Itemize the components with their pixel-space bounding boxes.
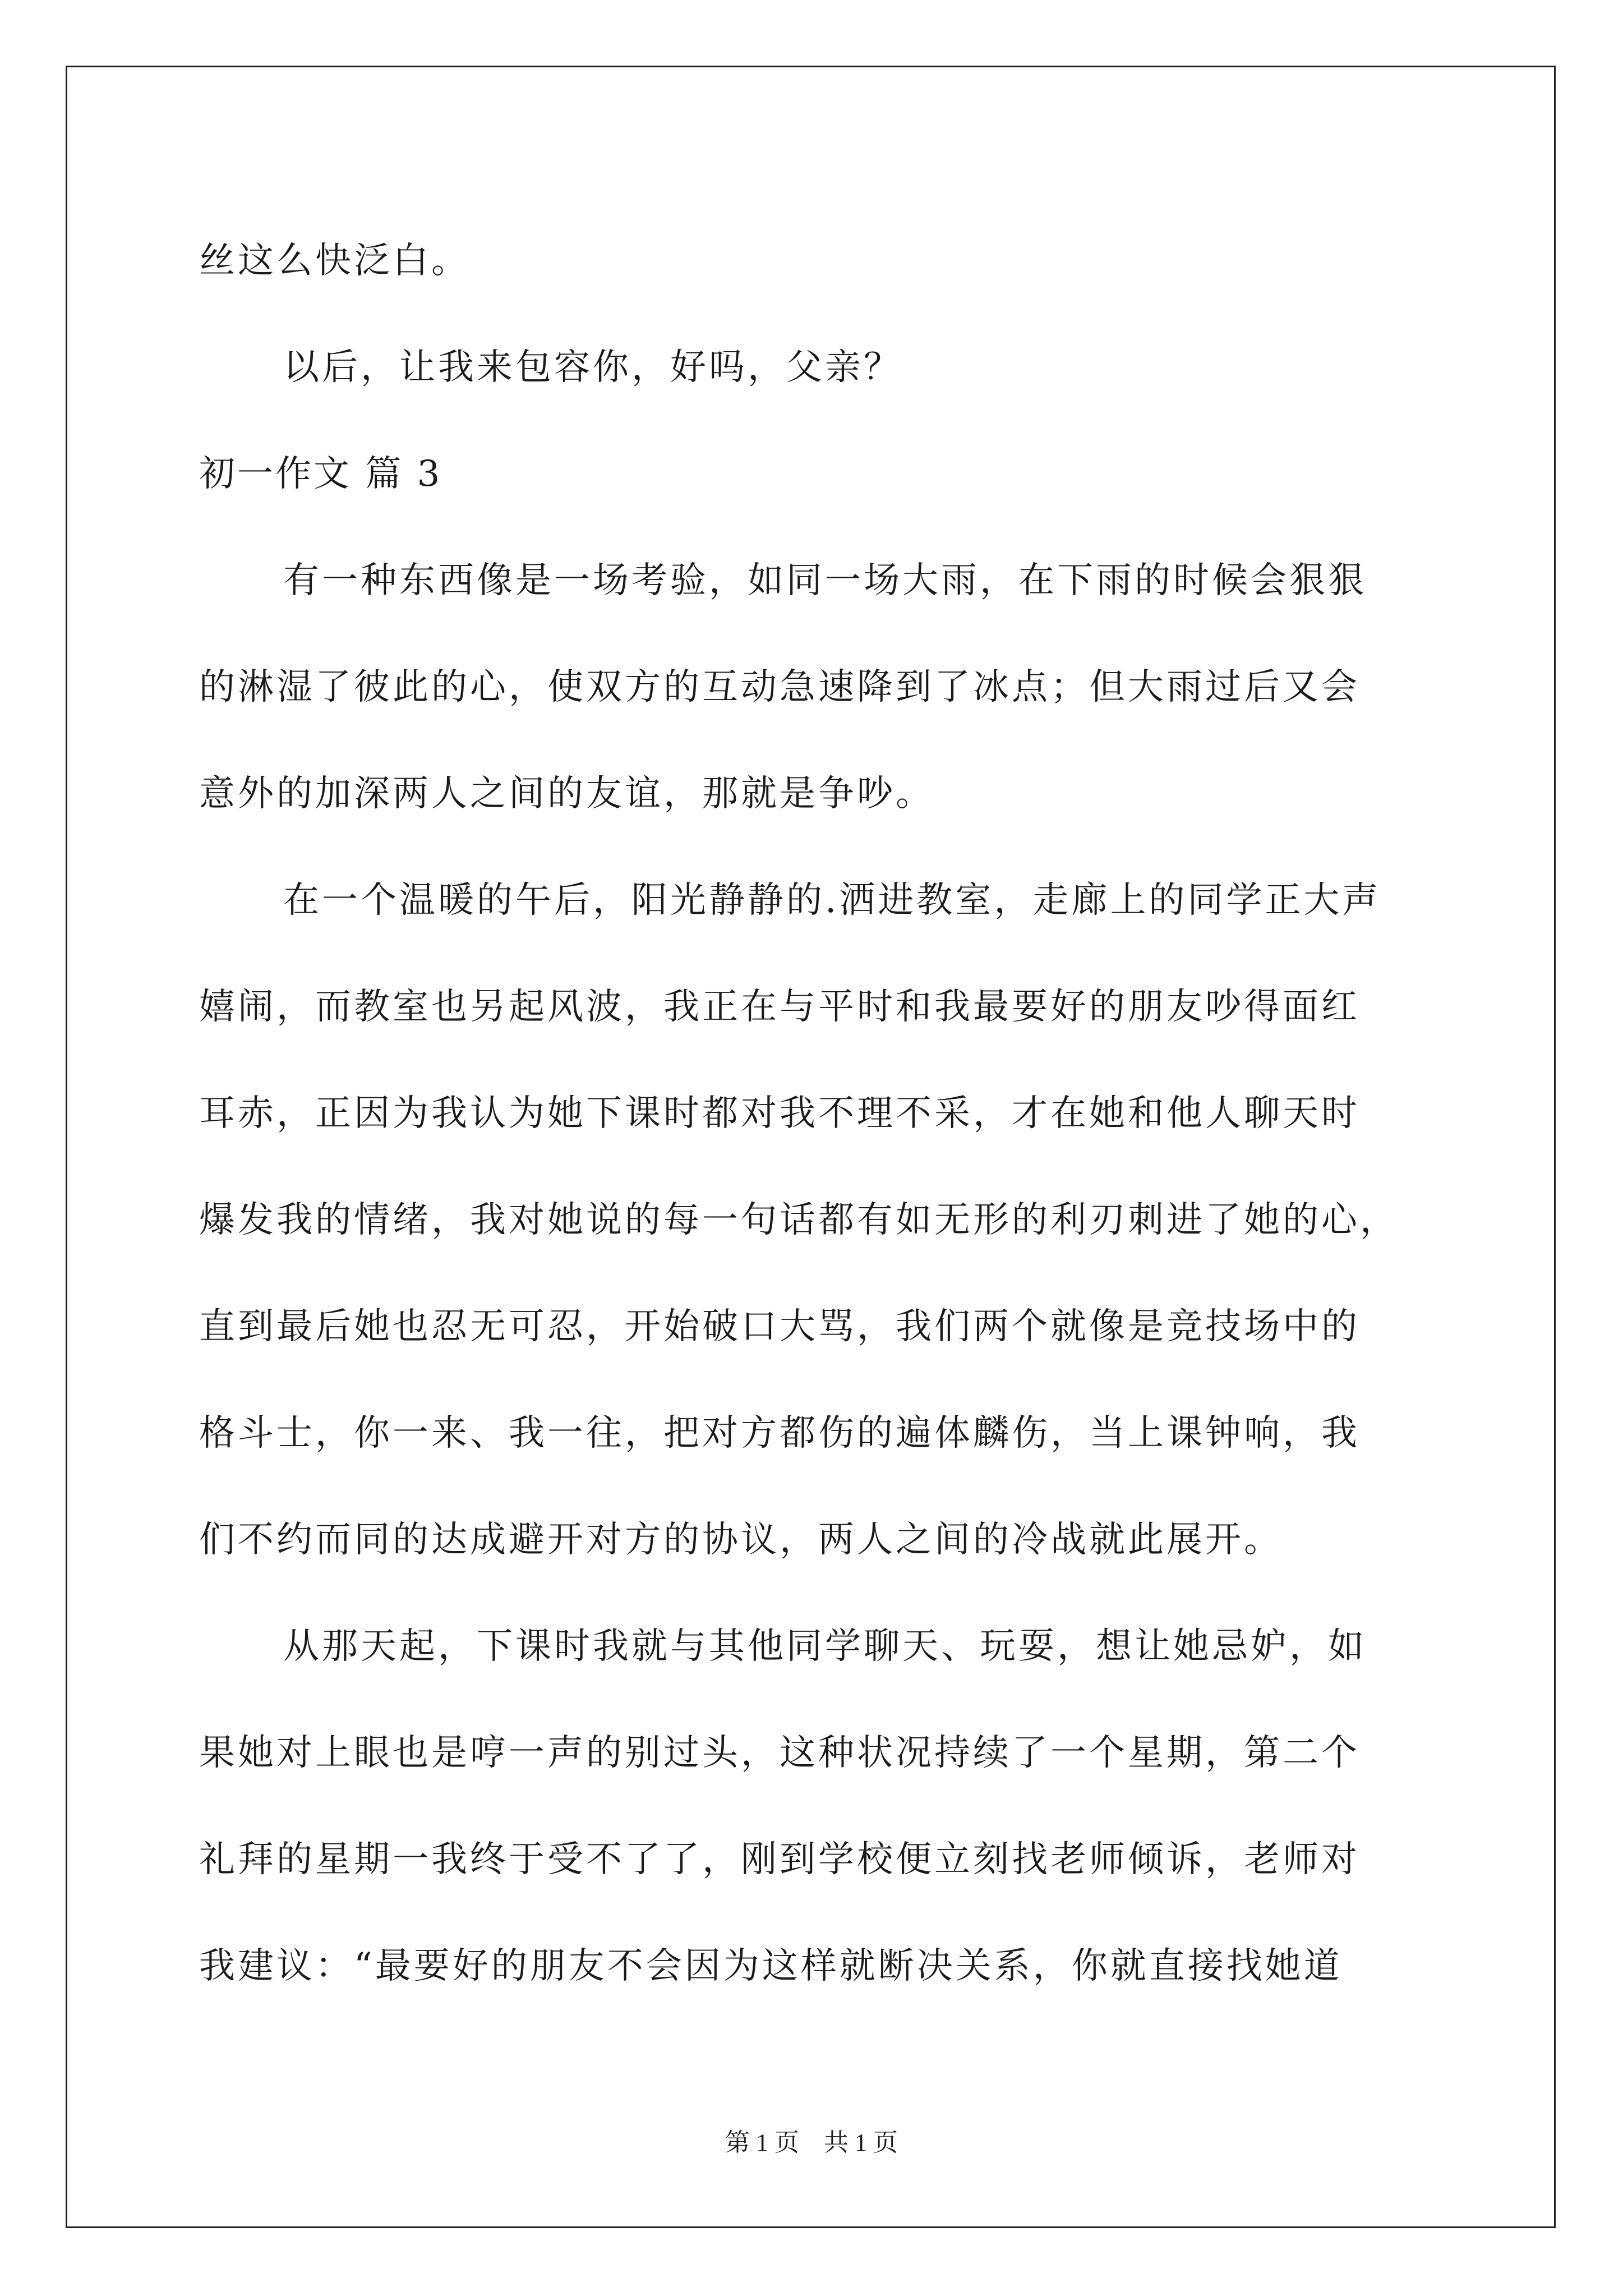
text-line: 直到最后她也忍无可忍，开始破口大骂，我们两个就像是竞技场中的 bbox=[199, 1306, 1360, 1347]
text-line: 在一个温暖的午后，阳光静静的.洒进教室，走廊上的同学正大声 bbox=[283, 880, 1381, 921]
text-line: 格斗士，你一来、我一往，把对方都伤的遍体麟伤，当上课钟响，我 bbox=[199, 1412, 1360, 1454]
text-line: 意外的加深两人之间的友谊，那就是争吵。 bbox=[199, 773, 934, 815]
text-line: 以后，让我来包容你，好吗，父亲？ bbox=[283, 347, 902, 388]
text-line: 嬉闹，而教室也另起风波，我正在与平时和我最要好的朋友吵得面红 bbox=[199, 986, 1360, 1028]
text-line: 们不约而同的达成避开对方的协议，两人之间的冷战就此展开。 bbox=[199, 1519, 1283, 1561]
text-line: 爆发我的情绪，我对她说的每一句话都有如无形的利刃刺进了她的心， bbox=[199, 1199, 1399, 1241]
text-line: 我建议：“最要好的朋友不会因为这样就断决关系，你就直接找她道 bbox=[199, 1945, 1343, 1987]
text-line: 丝这么快泛白。 bbox=[199, 240, 470, 282]
section-heading: 初一作文 篇 3 bbox=[199, 453, 442, 495]
text-line: 耳赤，正因为我认为她下课时都对我不理不采，才在她和他人聊天时 bbox=[199, 1093, 1360, 1134]
text-line: 的淋湿了彼此的心，使双方的互动急速降到了冰点；但大雨过后又会 bbox=[199, 666, 1360, 708]
text-line: 有一种东西像是一场考验，如同一场大雨，在下雨的时候会狠狠 bbox=[283, 560, 1367, 601]
page-number-footer: 第 1 页 共 1 页 bbox=[725, 2129, 898, 2156]
text-line: 礼拜的星期一我终于受不了了，刚到学校便立刻找老师倾诉，老师对 bbox=[199, 1839, 1360, 1880]
text-line: 从那天起，下课时我就与其他同学聊天、玩耍，想让她忌妒，如 bbox=[283, 1626, 1367, 1667]
text-line: 果她对上眼也是哼一声的别过头，这种状况持续了一个星期，第二个 bbox=[199, 1732, 1360, 1774]
document-body bbox=[199, 208, 1430, 2019]
